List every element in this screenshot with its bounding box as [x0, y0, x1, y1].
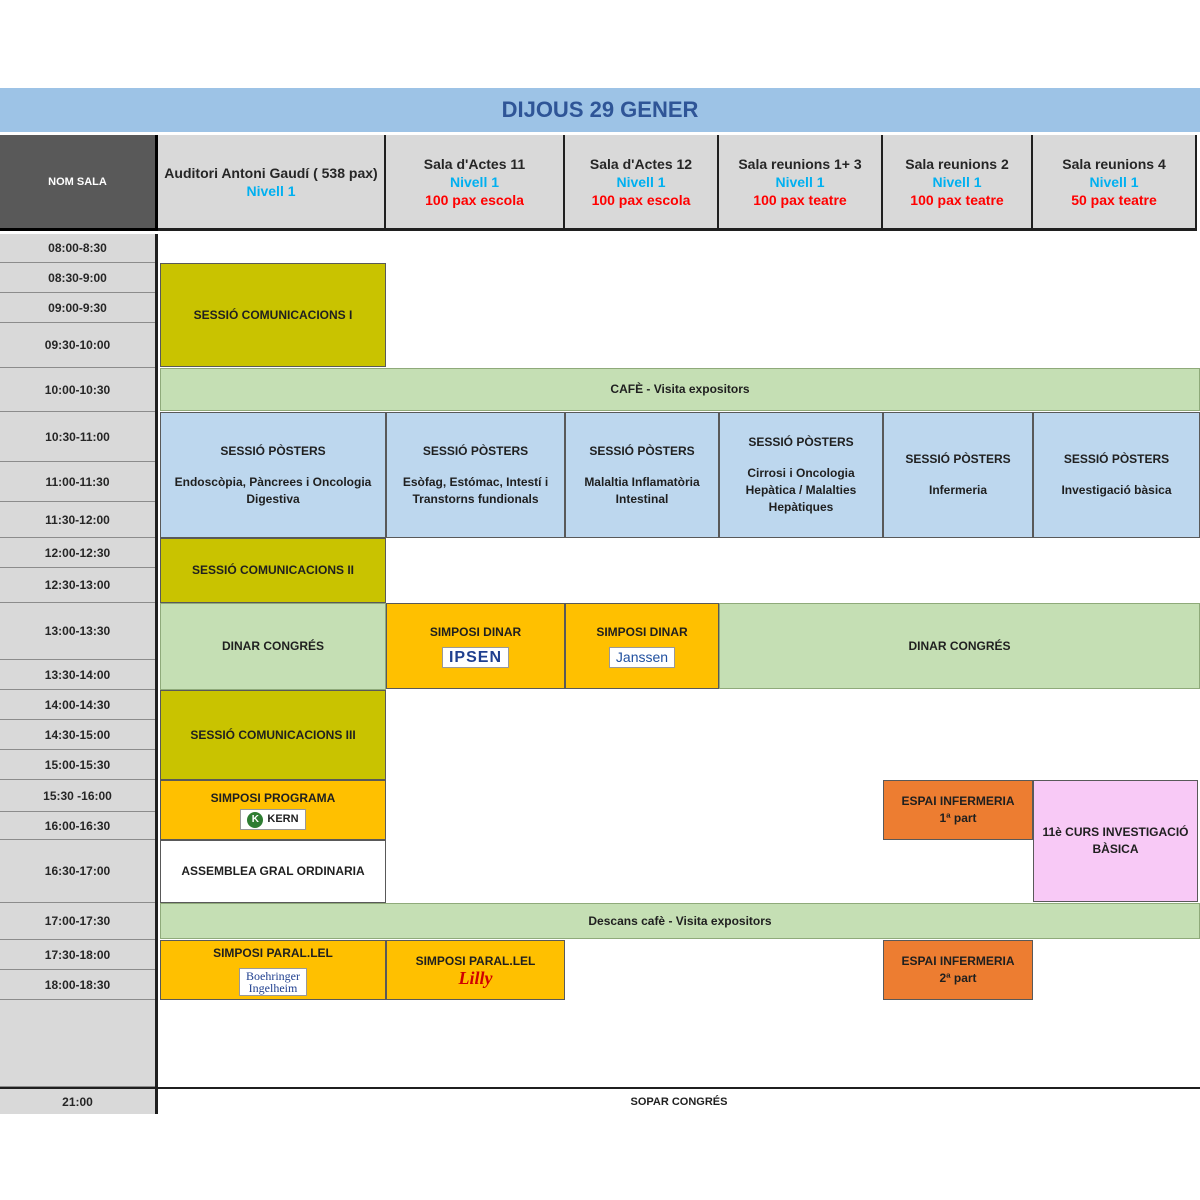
- event-posters-1[interactable]: [160, 412, 386, 538]
- event-posters-6[interactable]: [1033, 412, 1200, 538]
- time-slot: 16:00-16:30: [0, 812, 155, 840]
- event-label: CAFÈ - Visita expositors: [610, 382, 750, 396]
- event-simposi-dinar-ipsen[interactable]: [386, 603, 565, 689]
- event-label: SIMPOSI PARAL.LEL: [213, 945, 333, 960]
- room-name: Sala reunions 4: [1062, 155, 1166, 172]
- event-label: SESSIÓ PÒSTERS: [1063, 452, 1170, 466]
- room-header-sala-reunions-1-3: [719, 135, 883, 231]
- event-simposi-dinar-janssen[interactable]: [565, 603, 719, 689]
- event-assemblea[interactable]: [160, 840, 386, 903]
- nom-sala-header: NOM SALA: [0, 135, 158, 231]
- room-capacity: 100 pax escola: [425, 191, 524, 208]
- event-simposi-programa[interactable]: [160, 780, 386, 840]
- event-label: SESSIÓ PÒSTERS: [589, 443, 695, 458]
- time-slot: 08:30-9:00: [0, 263, 155, 293]
- room-capacity: 100 pax escola: [591, 191, 691, 208]
- event-label: SESSIÓ PÒSTERS: [220, 443, 326, 458]
- page-title: DIJOUS 29 GENER: [0, 88, 1200, 132]
- room-level: Nivell 1: [449, 173, 500, 190]
- room-header-auditori: [158, 135, 386, 231]
- room-header-sala-reunions-2: [883, 135, 1033, 231]
- room-name: Auditori Antoni Gaudí ( 538 pax): [164, 164, 378, 181]
- event-dinar-1[interactable]: [160, 603, 386, 690]
- event-simposi-paralel-boehringer[interactable]: [160, 940, 386, 1000]
- time-slot-empty: [0, 1000, 155, 1087]
- time-slot: 09:00-9:30: [0, 293, 155, 323]
- kern-logo-text: KERN: [267, 813, 299, 825]
- divider: [158, 1087, 1200, 1089]
- event-posters-4[interactable]: [719, 412, 883, 538]
- time-slot: 14:00-14:30: [0, 690, 155, 720]
- room-header-sala-reunions-4: [1033, 135, 1197, 231]
- event-label: SESSIÓ COMUNICACIONS III: [190, 727, 356, 742]
- lilly-logo: Lilly: [458, 968, 493, 988]
- event-label: ASSEMBLEA GRAL ORDINARIA: [181, 864, 365, 878]
- event-label: SESSIÓ PÒSTERS: [422, 443, 529, 458]
- event-sopar[interactable]: SOPAR CONGRÉS: [630, 1096, 728, 1108]
- event-topic: Esòfag, Estómac, Intestí i Transtorns fundionals: [402, 474, 549, 506]
- event-label: SESSIÓ PÒSTERS: [905, 452, 1011, 466]
- room-name: Sala d'Actes 11: [423, 155, 526, 172]
- room-level: Nivell 1: [616, 173, 666, 190]
- boehringer-logo: [239, 968, 307, 996]
- time-slot: 12:30-13:00: [0, 568, 155, 603]
- event-comunicacions-3[interactable]: [160, 690, 386, 780]
- time-slot: 13:30-14:00: [0, 660, 155, 690]
- boehringer-logo-text: Boehringer: [246, 968, 300, 983]
- event-cafe[interactable]: [160, 368, 1200, 411]
- event-posters-3[interactable]: [565, 412, 719, 538]
- room-capacity: 100 pax teatre: [753, 191, 847, 208]
- room-header-sala-actes-12: [565, 135, 719, 231]
- event-posters-5[interactable]: [883, 412, 1033, 538]
- janssen-logo-text: Janssen: [615, 649, 669, 665]
- event-espai-infermeria-2[interactable]: [883, 940, 1033, 1000]
- ipsen-logo-text: IPSEN: [448, 649, 502, 666]
- event-label: SESSIÓ COMUNICACIONS II: [191, 563, 355, 577]
- boehringer-logo-text: Ingelheim: [248, 980, 298, 995]
- kern-mark-icon: K: [247, 812, 263, 828]
- event-comunicacions-2[interactable]: [160, 538, 386, 603]
- event-topic: Malaltia Inflamatòria Intestinal: [584, 474, 700, 506]
- event-label: ESPAI INFERMERIA: [901, 794, 1015, 808]
- time-slot: 12:00-12:30: [0, 538, 155, 568]
- divider: [0, 1087, 158, 1089]
- event-part: 1ª part: [939, 811, 977, 825]
- time-slot: 11:30-12:00: [0, 502, 155, 538]
- time-slot: 16:30-17:00: [0, 840, 155, 903]
- time-slot: 08:00-8:30: [0, 234, 155, 263]
- event-topic: Investigació bàsica: [1061, 483, 1172, 497]
- room-name: Sala d'Actes 12: [589, 155, 693, 172]
- room-level: Nivell 1: [1089, 173, 1139, 190]
- event-curs-investigacio[interactable]: [1033, 780, 1198, 902]
- room-name: Sala reunions 2: [905, 155, 1009, 172]
- time-slot: 11:00-11:30: [0, 462, 155, 502]
- event-posters-2[interactable]: [386, 412, 565, 538]
- event-label: SESSIÓ COMUNICACIONS I: [193, 307, 353, 322]
- event-label: DINAR CONGRÉS: [221, 639, 324, 653]
- time-slot: 10:00-10:30: [0, 368, 155, 412]
- time-slot: 15:00-15:30: [0, 750, 155, 780]
- time-slot: 14:30-15:00: [0, 720, 155, 750]
- time-slot: 13:00-13:30: [0, 603, 155, 660]
- room-name: Sala reunions 1+ 3: [738, 155, 862, 172]
- event-label: SIMPOSI DINAR: [596, 625, 688, 639]
- time-slot: 18:00-18:30: [0, 970, 155, 1000]
- event-simposi-paralel-lilly[interactable]: [386, 940, 565, 1000]
- event-label: ESPAI INFERMERIA: [901, 954, 1015, 968]
- room-header-sala-actes-11: [386, 135, 565, 231]
- room-level: Nivell 1: [775, 173, 825, 190]
- event-espai-infermeria-1[interactable]: [883, 780, 1033, 840]
- kern-logo: [240, 809, 305, 830]
- event-label: DINAR CONGRÉS: [908, 638, 1011, 653]
- time-slot: 17:30-18:00: [0, 940, 155, 970]
- event-label: SIMPOSI PROGRAMA: [210, 791, 336, 805]
- room-level: Nivell 1: [246, 182, 296, 199]
- time-slot: 15:30 -16:00: [0, 780, 155, 812]
- room-capacity: 100 pax teatre: [910, 191, 1004, 208]
- event-label: 11è CURS INVESTIGACIÓ BÀSICA: [1042, 825, 1189, 856]
- event-topic: Endoscòpia, Pàncrees i Oncologia Digestiva: [174, 474, 372, 506]
- event-part: 2ª part: [939, 971, 977, 985]
- event-label: SIMPOSI DINAR: [429, 625, 522, 639]
- janssen-logo: [609, 647, 675, 668]
- time-slot: 17:00-17:30: [0, 903, 155, 940]
- event-comunicacions-1[interactable]: [160, 263, 386, 367]
- event-label: SESSIÓ PÒSTERS: [748, 435, 854, 449]
- event-descans[interactable]: [160, 903, 1200, 939]
- event-topic: Infermeria: [928, 483, 988, 497]
- event-topic: Cirrosi i Oncologia Hepàtica / Malalties Hepàtiques: [745, 466, 857, 514]
- time-slot: 09:30-10:00: [0, 323, 155, 368]
- time-slot: 21:00: [0, 1090, 155, 1114]
- time-slot: 10:30-11:00: [0, 412, 155, 462]
- room-level: Nivell 1: [932, 173, 982, 190]
- event-label: Descans cafè - Visita expositors: [588, 913, 772, 928]
- event-label: SIMPOSI PARAL.LEL: [415, 954, 536, 968]
- room-capacity: 50 pax teatre: [1071, 191, 1157, 208]
- event-dinar-2[interactable]: [719, 603, 1200, 689]
- ipsen-logo: [442, 647, 509, 668]
